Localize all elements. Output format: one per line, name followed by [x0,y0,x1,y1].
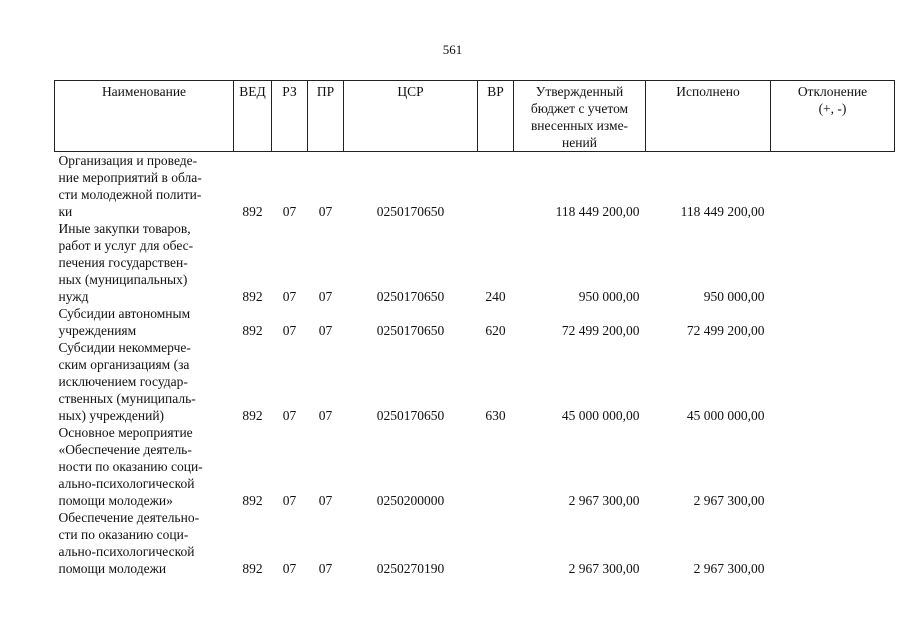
row-name-line: работ и услуг для обес- [58,238,194,253]
table-header-row [55,81,895,152]
header-rz: РЗ [272,81,308,152]
row-name [55,424,234,509]
row-name-line: ально-психологической [58,544,195,559]
row-ved: 892 [242,561,263,576]
row-vr [478,152,514,221]
row-name [55,339,234,424]
header-deviation-line: Отклонение [797,84,868,99]
row-name-line: нужд [58,289,89,304]
header-approved-line: Утвержденный [535,84,624,99]
row-name [55,509,234,577]
table-row [55,152,895,221]
row-ved: 892 [242,493,263,508]
row-name-line: ки [58,204,73,219]
row-csr: 0250170650 [376,323,445,338]
row-approved: 2 967 300,00 [568,561,640,576]
table-row [55,305,895,339]
header-pr: ПР [308,81,344,152]
row-deviation [771,220,895,305]
row-name [55,152,234,221]
row-ved: 892 [242,204,263,219]
row-name-line: ственных (муниципаль- [58,391,196,406]
header-ved: ВЕД [234,81,272,152]
row-deviation [771,424,895,509]
row-name-line: ных (муниципальных) [58,272,188,287]
table-row [55,424,895,509]
row-name-line: сти по оказанию соци- [58,527,189,542]
row-name-line: помощи молодежи» [58,493,173,508]
row-ved: 892 [242,323,263,338]
row-csr: 0250200000 [376,493,445,508]
row-name-line: помощи молодежи [58,561,167,576]
row-name-line: ально-психологической [58,476,195,491]
row-deviation [771,152,895,221]
row-deviation [771,509,895,577]
row-name-line: Обеспечение деятельно- [58,510,200,525]
row-csr: 0250170650 [376,289,445,304]
table-row [55,339,895,424]
row-pr: 07 [318,493,333,508]
row-ved: 892 [242,408,263,423]
header-vr: ВР [478,81,514,152]
row-approved: 950 000,00 [578,289,640,304]
header-approved-line: внесенных изме- [530,118,629,133]
row-executed: 2 967 300,00 [693,493,765,508]
budget-table [54,80,895,577]
row-name-line: сти молодежной полити- [58,187,202,202]
row-rz: 07 [282,204,297,219]
row-name-line: Субсидии автономным [58,306,191,321]
row-name-line: печения государствен- [58,255,188,270]
header-deviation-line: (+, -) [818,101,847,116]
row-rz: 07 [282,561,297,576]
header-deviation [771,81,895,152]
header-name: Наименование [55,81,234,152]
row-name-line: исключением государ- [58,374,188,389]
row-pr: 07 [318,289,333,304]
row-executed: 45 000 000,00 [686,408,765,423]
row-name-line: «Обеспечение деятель- [58,442,192,457]
row-name-line: Основное мероприятие [58,425,193,440]
row-approved: 118 449 200,00 [555,204,640,219]
row-name-line: учреждениям [58,323,137,338]
row-executed: 2 967 300,00 [693,561,765,576]
row-csr: 0250170650 [376,204,445,219]
row-pr: 07 [318,323,333,338]
row-csr: 0250170650 [376,408,445,423]
row-rz: 07 [282,323,297,338]
row-approved: 45 000 000,00 [561,408,640,423]
row-approved: 72 499 200,00 [561,323,640,338]
row-deviation [771,339,895,424]
header-approved [514,81,646,152]
row-pr: 07 [318,204,333,219]
row-approved: 2 967 300,00 [568,493,640,508]
row-name-line: ности по оказанию соци- [58,459,203,474]
row-name-line: ных) учреждений) [58,408,165,423]
table-row [55,220,895,305]
row-deviation [771,305,895,339]
row-executed: 118 449 200,00 [680,204,765,219]
page-number: 561 [442,42,463,57]
row-rz: 07 [282,408,297,423]
row-name-line: ние мероприятий в обла- [58,170,202,185]
row-name-line: ским организациям (за [58,357,190,372]
header-csr: ЦСР [344,81,478,152]
header-approved-line: нений [562,135,597,150]
header-approved-line: бюджет с учетом [530,101,629,116]
row-vr [478,509,514,577]
row-vr [478,424,514,509]
row-vr: 630 [485,408,506,423]
row-rz: 07 [282,493,297,508]
row-pr: 07 [318,408,333,423]
row-name [55,220,234,305]
row-name-line: Субсидии некоммерче- [58,340,191,355]
row-pr: 07 [318,561,333,576]
row-executed: 950 000,00 [703,289,765,304]
row-ved: 892 [242,289,263,304]
row-name-line: Иные закупки товаров, [58,221,191,236]
row-name [55,305,234,339]
table-row [55,509,895,577]
row-vr: 620 [485,323,506,338]
row-rz: 07 [282,289,297,304]
header-executed: Исполнено [646,81,771,152]
row-executed: 72 499 200,00 [686,323,765,338]
row-vr: 240 [485,289,506,304]
row-name-line: Организация и проведе- [58,153,198,168]
row-csr: 0250270190 [376,561,445,576]
